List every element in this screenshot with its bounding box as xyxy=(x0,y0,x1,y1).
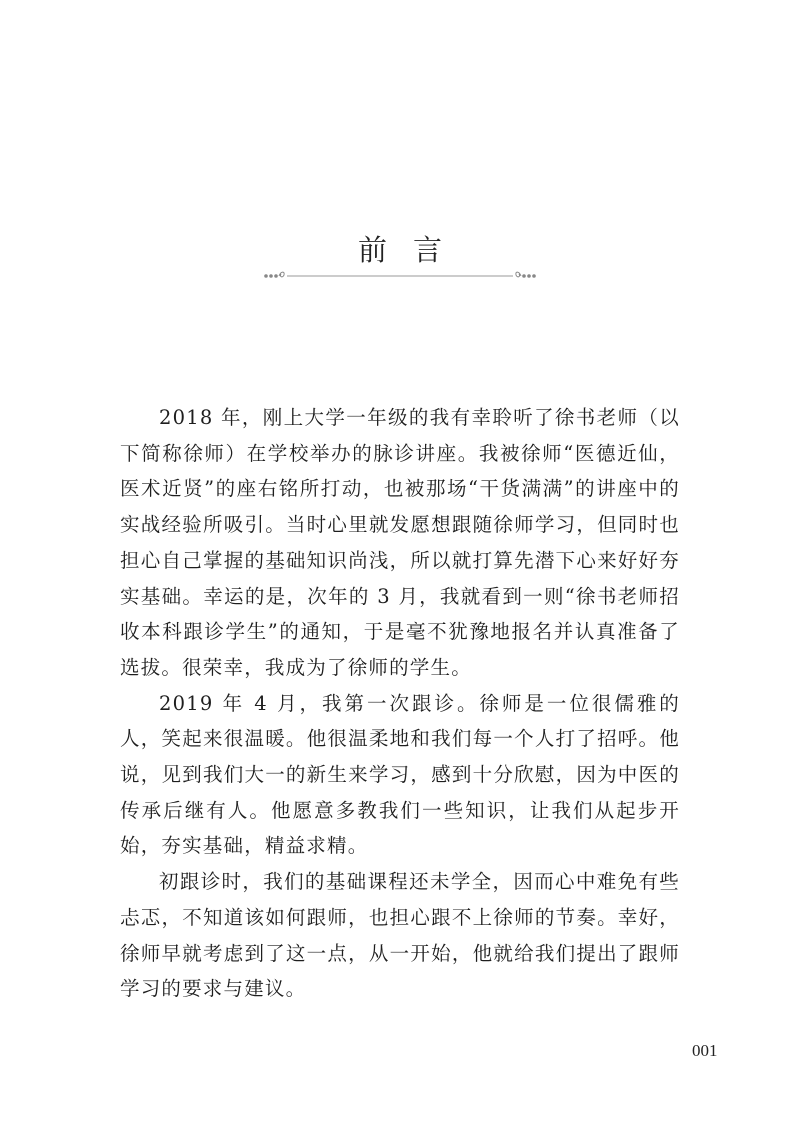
paragraph-3: 初跟诊时，我们的基础课程还未学全，因而心中难免有些忐忑，不知道该如何跟师，也担心跟不上徐师的节奏。幸好，徐师早就考虑到了这一点，从一开始，他就给我们提出了跟师学习的要求与建议。 xyxy=(120,870,680,1001)
page-title: 前言 xyxy=(357,233,468,267)
paragraph-2: 2019 年 4 月，我第一次跟诊。徐师是一位很儒雅的人，笑起来很温暖。他很温柔地和我们每一个人打了招呼。他说，见到我们大一的新生来学习，感到十分欣慰，因为中医的传承后继有人。他愿意多教我们一些知识，让我们从起步开始，夯实基础，精益求精。 xyxy=(120,691,680,858)
page-number: 001 xyxy=(692,1041,718,1060)
paragraph-1: 2018 年，刚上大学一年级的我有幸聆听了徐书老师（以下简称徐师）在学校举办的脉诊讲座。我被徐师“医德近仙，医术近贤”的座右铭所打动，也被那场“干货满满”的讲座中的实战经验所吸引。当时心里就发愿想跟随徐师学习，但同时也担心自己掌握的基础知识尚浅，所以就打算先潜下心来好好夯实基础。幸运的是，次年的 3 月，我就看到一则“徐书老师招收本科跟诊学生”的通知，于是毫不犹豫地报名并认真准备了选拔。很荣幸，我成为了徐师的学生。 xyxy=(120,406,680,679)
body-text xyxy=(120,400,680,1007)
title-divider-ornament xyxy=(262,268,538,284)
